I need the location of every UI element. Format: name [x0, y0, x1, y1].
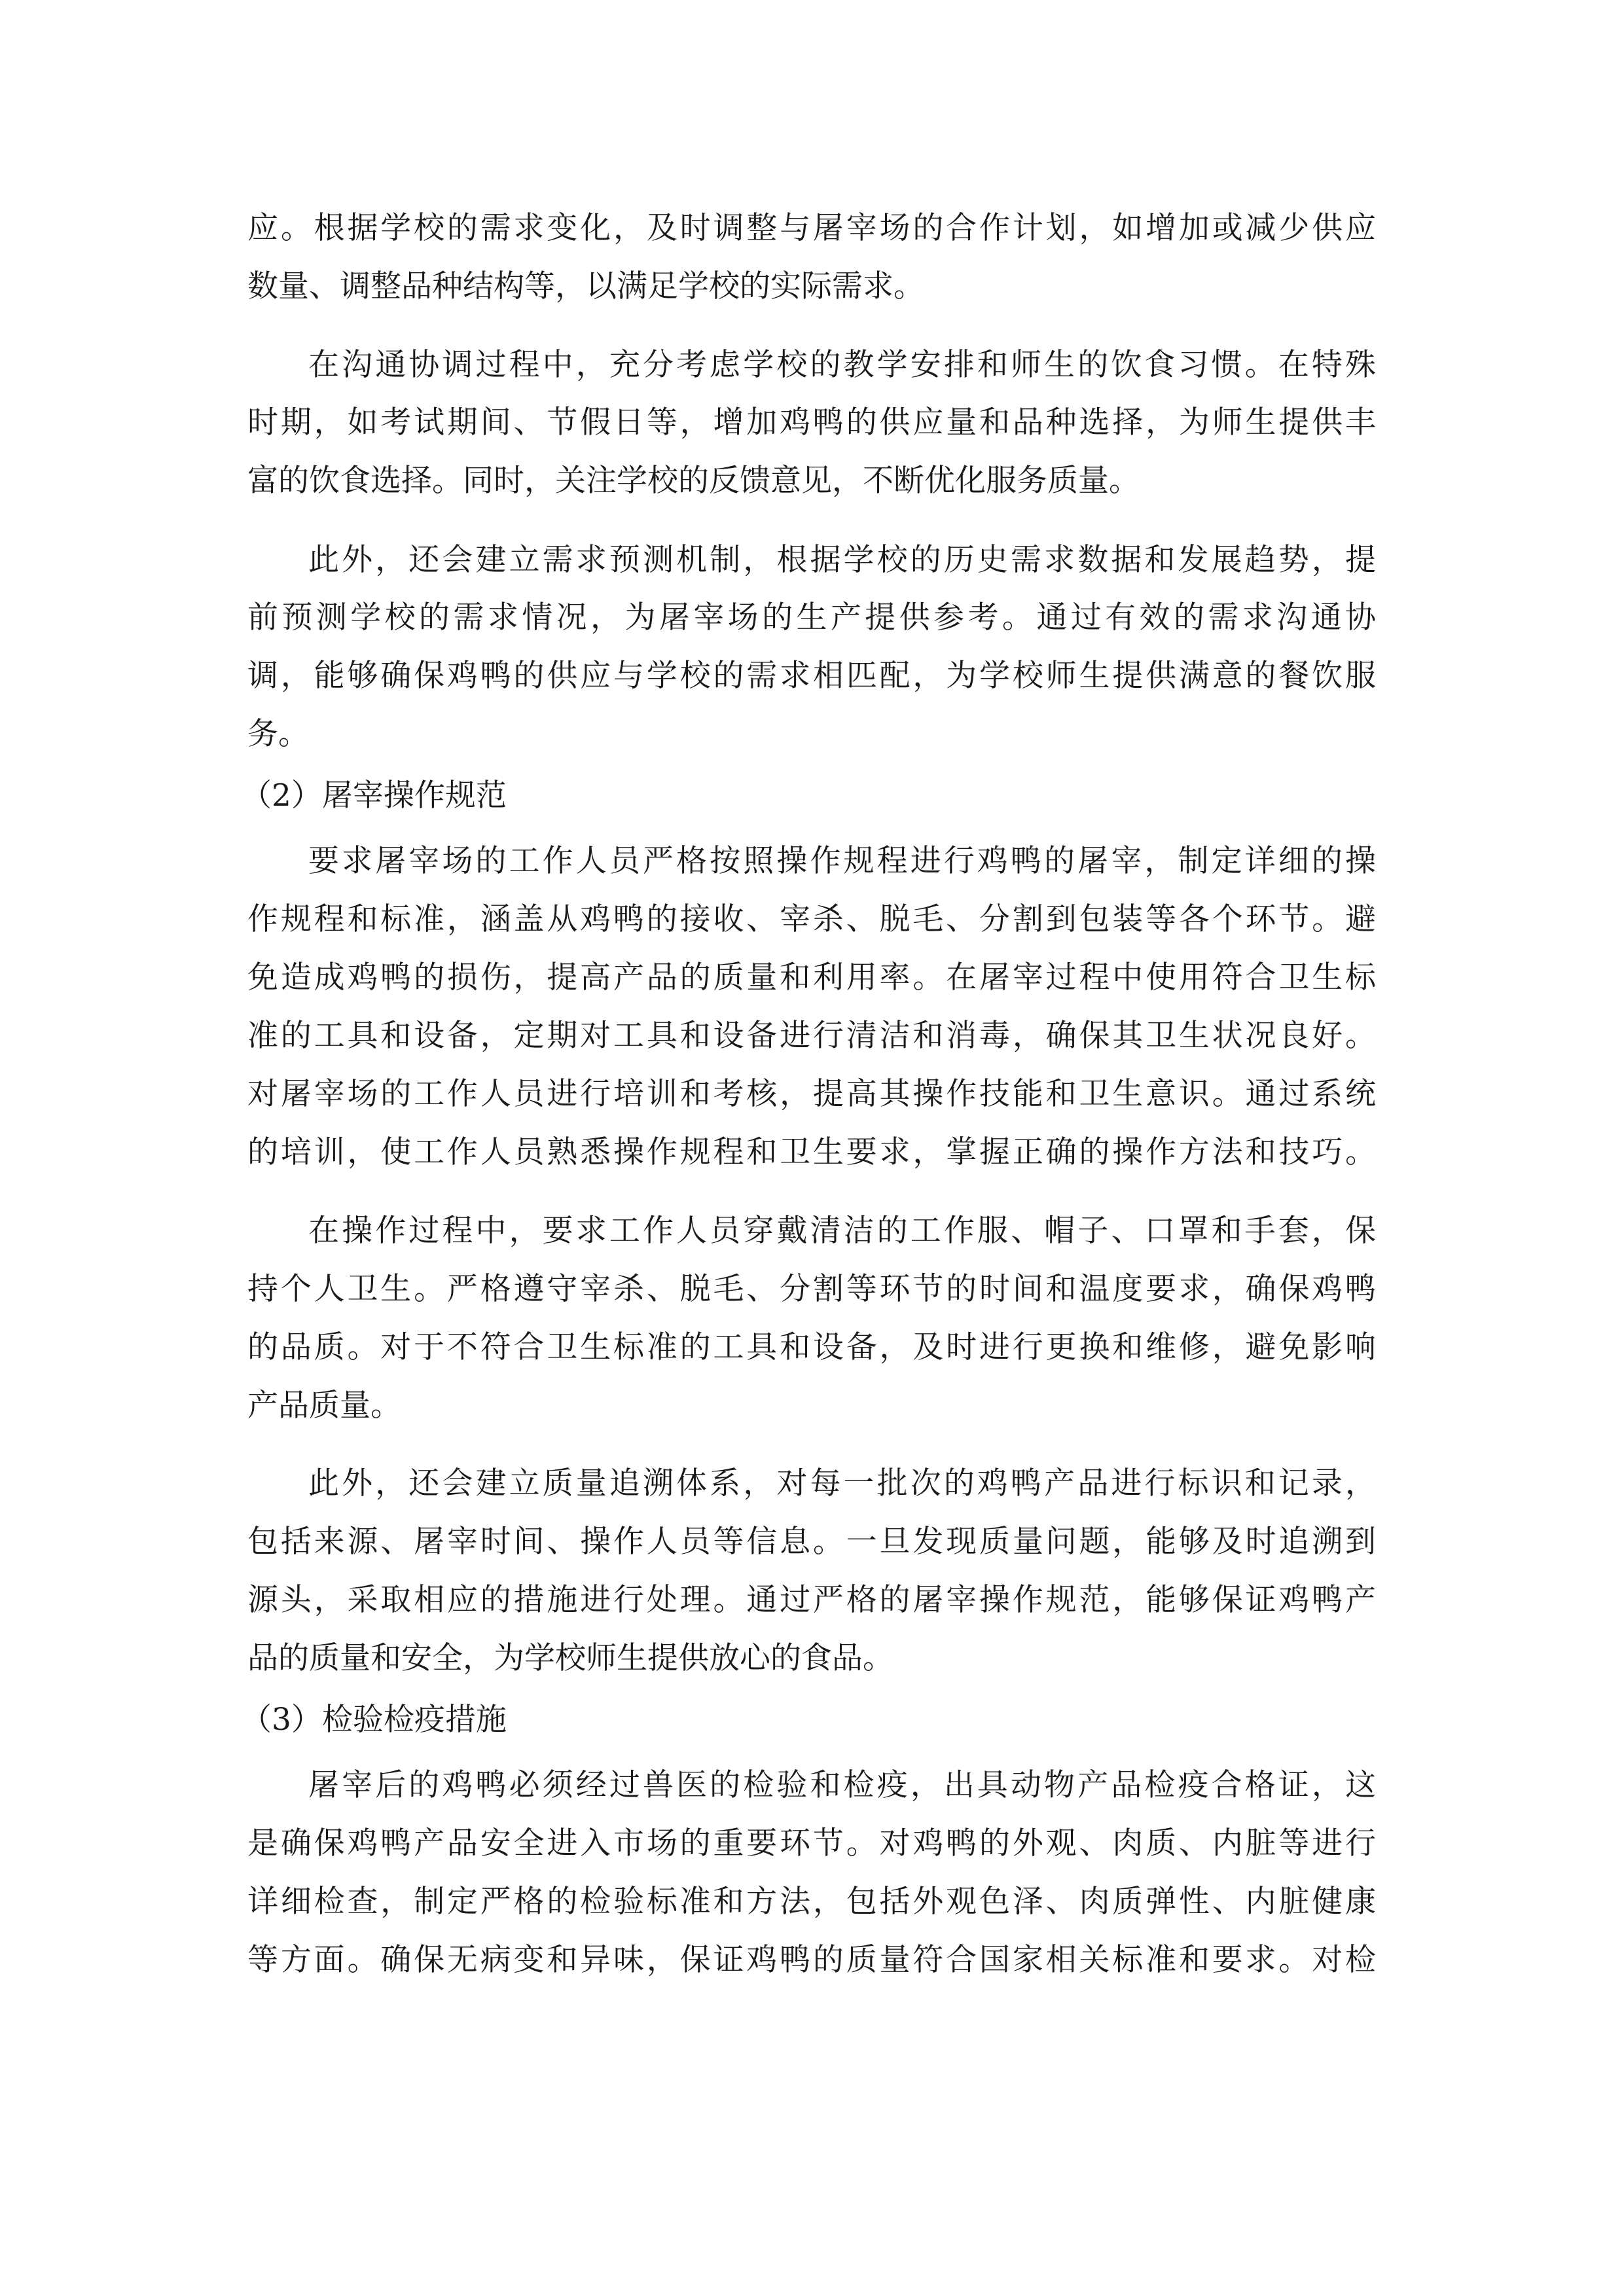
paragraph-line: 务。	[247, 716, 309, 752]
paragraph-line: 富的饮食选择。同时，关注学校的反馈意见，不断优化服务质量。	[247, 463, 1140, 499]
paragraph-line: 数量、调整品种结构等，以满足学校的实际需求。	[247, 268, 924, 304]
paragraph-line: 对屠宰场的工作人员进行培训和考核，提高其操作技能和卫生意识。通过系统	[247, 1076, 1376, 1112]
paragraph-line: 在操作过程中，要求工作人员穿戴清洁的工作服、帽子、口罩和手套，保	[308, 1213, 1376, 1249]
paragraph-line: 免造成鸡鸭的损伤，提高产品的质量和利用率。在屠宰过程中使用符合卫生标	[247, 960, 1376, 996]
paragraph-line: 要求屠宰场的工作人员严格按照操作规程进行鸡鸭的屠宰，制定详细的操	[308, 843, 1376, 879]
paragraph-line: 的培训，使工作人员熟悉操作规程和卫生要求，掌握正确的操作方法和技巧。	[247, 1134, 1376, 1170]
section-heading: （3）检验检疫措施	[241, 1702, 507, 1738]
paragraph-line: 包括来源、屠宰时间、操作人员等信息。一旦发现质量问题，能够及时追溯到	[247, 1524, 1376, 1560]
paragraph-line: 品的质量和安全，为学校师生提供放心的食品。	[247, 1640, 893, 1676]
paragraph-line: 调，能够确保鸡鸭的供应与学校的需求相匹配，为学校师生提供满意的餐饮服	[247, 658, 1376, 694]
paragraph-line: 是确保鸡鸭产品安全进入市场的重要环节。对鸡鸭的外观、肉质、内脏等进行	[247, 1825, 1376, 1861]
section-heading: （2）屠宰操作规范	[241, 778, 507, 814]
paragraph-line: 准的工具和设备，定期对工具和设备进行清洁和消毒，确保其卫生状况良好。	[247, 1018, 1376, 1054]
paragraph-line: 在沟通协调过程中，充分考虑学校的教学安排和师生的饮食习惯。在特殊	[308, 347, 1376, 383]
paragraph-line: 源头，采取相应的措施进行处理。通过严格的屠宰操作规范，能够保证鸡鸭产	[247, 1582, 1376, 1618]
paragraph-line: 此外，还会建立质量追溯体系，对每一批次的鸡鸭产品进行标识和记录，	[308, 1465, 1376, 1501]
paragraph-line: 作规程和标准，涵盖从鸡鸭的接收、宰杀、脱毛、分割到包装等各个环节。避	[247, 901, 1376, 937]
paragraph-line: 持个人卫生。严格遵守宰杀、脱毛、分割等环节的时间和温度要求，确保鸡鸭	[247, 1271, 1376, 1307]
paragraph-line: 时期，如考试期间、节假日等，增加鸡鸭的供应量和品种选择，为师生提供丰	[247, 404, 1376, 440]
paragraph-line: 屠宰后的鸡鸭必须经过兽医的检验和检疫，出具动物产品检疫合格证，这	[308, 1767, 1376, 1803]
paragraph-line: 前预测学校的需求情况，为屠宰场的生产提供参考。通过有效的需求沟通协	[247, 600, 1376, 636]
paragraph-line: 的品质。对于不符合卫生标准的工具和设备，及时进行更换和维修，避免影响	[247, 1329, 1376, 1365]
paragraph-line: 此外，还会建立需求预测机制，根据学校的历史需求数据和发展趋势，提	[308, 542, 1376, 578]
paragraph-line: 应。根据学校的需求变化，及时调整与屠宰场的合作计划，如增加或减少供应	[247, 210, 1376, 246]
paragraph-line: 详细检查，制定严格的检验标准和方法，包括外观色泽、肉质弹性、内脏健康	[247, 1884, 1376, 1920]
paragraph-line: 产品质量。	[247, 1388, 401, 1424]
paragraph-line: 等方面。确保无病变和异味，保证鸡鸭的质量符合国家相关标准和要求。对检	[247, 1942, 1376, 1978]
